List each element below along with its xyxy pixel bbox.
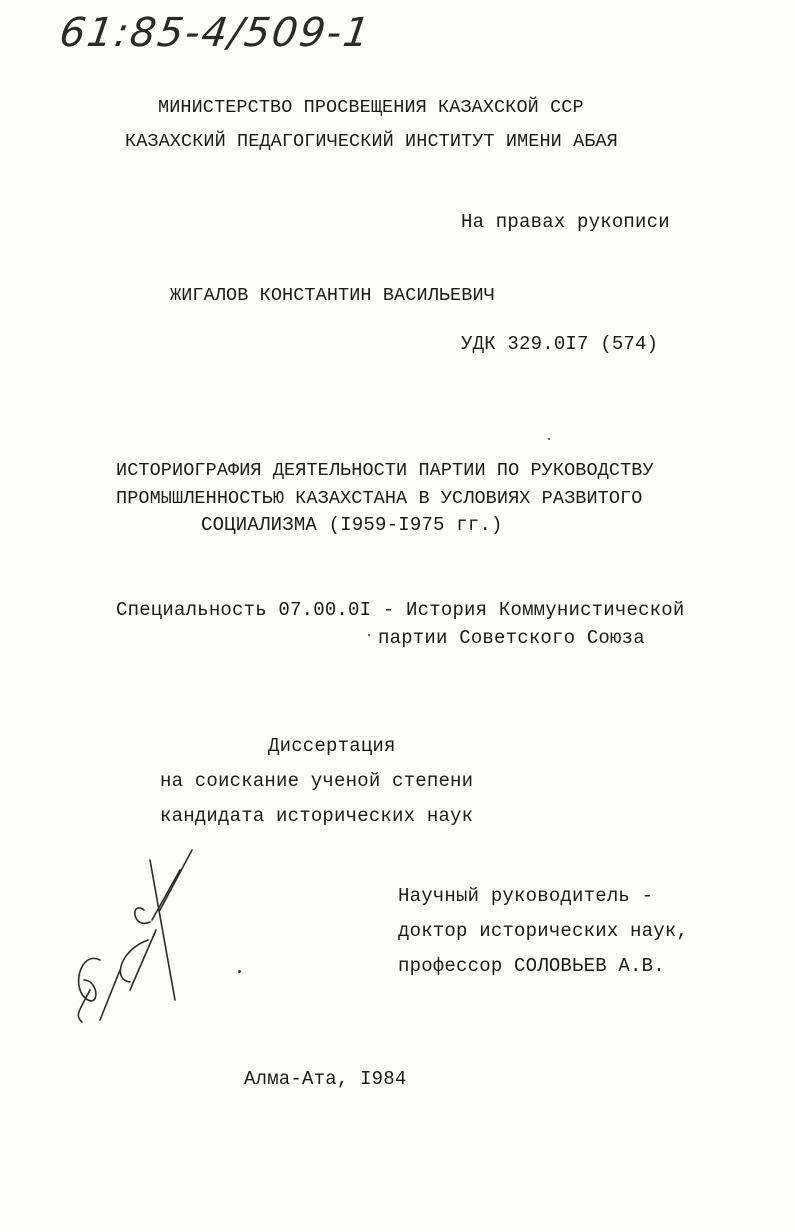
specialty-line-1: Специальность 07.00.0I - История Коммунистической xyxy=(116,599,685,621)
supervisor-line-2: доктор исторических наук, xyxy=(398,920,689,942)
supervisor-line-1: Научный руководитель - xyxy=(398,885,654,907)
dissertation-label: Диссертация xyxy=(268,735,396,757)
manuscript-rights-note: На правах рукописи xyxy=(461,211,670,233)
degree-field-line: кандидата исторических наук xyxy=(160,805,474,827)
supervisor-line-3: профессор СОЛОВЬЕВ А.В. xyxy=(398,955,665,977)
place-year: Алма-Ата, I984 xyxy=(244,1068,407,1090)
institute-heading: КАЗАХСКИЙ ПЕДАГОГИЧЕСКИЙ ИНСТИТУТ ИМЕНИ АБАЯ xyxy=(125,131,618,152)
specialty-line-2: партии Советского Союза xyxy=(378,627,645,649)
ministry-heading: МИНИСТЕРСТВО ПРОСВЕЩЕНИЯ КАЗАХСКОЙ ССР xyxy=(158,97,584,118)
title-line-2: ПРОМЫШЛЕННОСТЬЮ КАЗАХСТАНА В УСЛОВИЯХ РАЗВИТОГО xyxy=(116,488,643,509)
ink-speck xyxy=(548,438,550,440)
archive-code-handwritten: 61:85-4/509-1 xyxy=(56,10,375,56)
title-line-1: ИСТОРИОГРАФИЯ ДЕЯТЕЛЬНОСТИ ПАРТИИ ПО РУКОВОДСТВУ xyxy=(116,460,654,481)
ink-speck xyxy=(368,634,370,636)
handwritten-signature xyxy=(60,840,210,1030)
ink-speck xyxy=(238,970,241,973)
title-line-3: СОЦИАЛИЗМА (I959-I975 гг.) xyxy=(201,514,503,536)
degree-line: на соискание ученой степени xyxy=(160,770,474,792)
udc-code: УДК 329.0I7 (574) xyxy=(461,333,659,355)
author-name: ЖИГАЛОВ КОНСТАНТИН ВАСИЛЬЕВИЧ xyxy=(170,285,495,306)
